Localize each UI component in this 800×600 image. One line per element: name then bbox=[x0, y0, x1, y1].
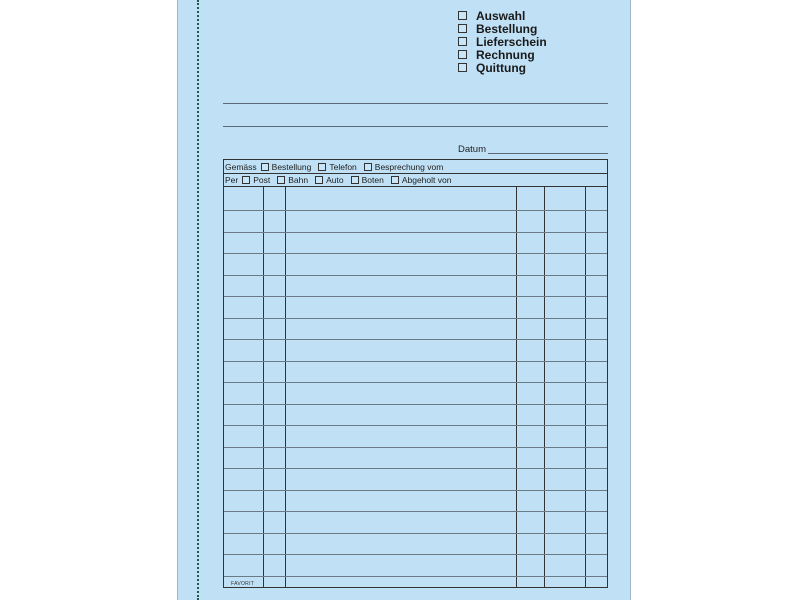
doc-type-label: Bestellung bbox=[476, 21, 538, 36]
table-row[interactable] bbox=[224, 339, 607, 340]
brand-mark: FAVORIT bbox=[231, 581, 255, 587]
option-label: Bahn bbox=[288, 175, 309, 185]
option-label: Bestellung bbox=[271, 162, 312, 172]
document-type-list bbox=[458, 9, 547, 74]
gemaess-option-besprechung[interactable] bbox=[364, 162, 444, 172]
table-row[interactable] bbox=[224, 210, 607, 211]
checkbox-icon[interactable] bbox=[458, 37, 467, 46]
gemaess-option-bestellung[interactable] bbox=[261, 162, 312, 172]
table-row[interactable] bbox=[224, 576, 607, 577]
table-row[interactable] bbox=[224, 404, 607, 405]
checkbox-icon[interactable] bbox=[364, 163, 372, 171]
doc-type-rechnung[interactable] bbox=[458, 48, 547, 61]
items-table bbox=[223, 159, 608, 588]
column-divider bbox=[516, 186, 517, 587]
doc-type-label: Quittung bbox=[476, 60, 526, 75]
header-separator bbox=[224, 186, 607, 187]
option-label: Besprechung vom bbox=[374, 162, 444, 172]
table-row[interactable] bbox=[224, 275, 607, 276]
checkbox-icon[interactable] bbox=[458, 11, 467, 20]
checkbox-icon[interactable] bbox=[277, 176, 285, 184]
table-row[interactable] bbox=[224, 490, 607, 491]
doc-type-quittung[interactable] bbox=[458, 61, 547, 74]
gemaess-label: Gemäss bbox=[225, 162, 257, 172]
checkbox-icon[interactable] bbox=[458, 24, 467, 33]
form-sheet bbox=[177, 0, 631, 600]
gemaess-row bbox=[224, 161, 450, 173]
table-row[interactable] bbox=[224, 554, 607, 555]
checkbox-icon[interactable] bbox=[351, 176, 359, 184]
checkbox-icon[interactable] bbox=[318, 163, 326, 171]
option-label: Auto bbox=[326, 175, 344, 185]
per-row bbox=[224, 174, 458, 186]
option-label: Telefon bbox=[329, 162, 357, 172]
column-divider bbox=[544, 186, 545, 587]
per-label: Per bbox=[225, 175, 239, 185]
table-row[interactable] bbox=[224, 361, 607, 362]
column-divider bbox=[285, 186, 286, 587]
checkbox-icon[interactable] bbox=[458, 50, 467, 59]
perforation-line bbox=[197, 0, 199, 600]
checkbox-icon[interactable] bbox=[391, 176, 399, 184]
table-row[interactable] bbox=[224, 232, 607, 233]
address-line-2[interactable] bbox=[223, 126, 608, 127]
table-row[interactable] bbox=[224, 533, 607, 534]
checkbox-icon[interactable] bbox=[242, 176, 250, 184]
doc-type-label: Lieferschein bbox=[476, 34, 547, 49]
table-row[interactable] bbox=[224, 425, 607, 426]
column-divider bbox=[585, 186, 586, 587]
option-label: Abgeholt von bbox=[401, 175, 452, 185]
option-label: Boten bbox=[361, 175, 384, 185]
datum-field[interactable] bbox=[488, 153, 608, 154]
per-option-post[interactable] bbox=[242, 175, 270, 185]
table-row[interactable] bbox=[224, 447, 607, 448]
per-option-auto[interactable] bbox=[315, 175, 344, 185]
table-row[interactable] bbox=[224, 318, 607, 319]
doc-type-auswahl[interactable] bbox=[458, 9, 547, 22]
doc-type-label: Rechnung bbox=[476, 47, 535, 62]
address-line-1[interactable] bbox=[223, 103, 608, 104]
per-option-boten[interactable] bbox=[351, 175, 384, 185]
checkbox-icon[interactable] bbox=[261, 163, 269, 171]
table-row[interactable] bbox=[224, 468, 607, 469]
doc-type-bestellung[interactable] bbox=[458, 22, 547, 35]
checkbox-icon[interactable] bbox=[458, 63, 467, 72]
per-option-bahn[interactable] bbox=[277, 175, 308, 185]
table-row[interactable] bbox=[224, 296, 607, 297]
datum-label: Datum bbox=[458, 144, 486, 155]
doc-type-lieferschein[interactable] bbox=[458, 35, 547, 48]
option-label: Post bbox=[253, 175, 271, 185]
table-row[interactable] bbox=[224, 253, 607, 254]
per-option-abgeholt[interactable] bbox=[391, 175, 452, 185]
gemaess-option-telefon[interactable] bbox=[318, 162, 356, 172]
table-row[interactable] bbox=[224, 511, 607, 512]
column-divider bbox=[263, 186, 264, 587]
checkbox-icon[interactable] bbox=[315, 176, 323, 184]
table-row[interactable] bbox=[224, 382, 607, 383]
doc-type-label: Auswahl bbox=[476, 8, 526, 23]
